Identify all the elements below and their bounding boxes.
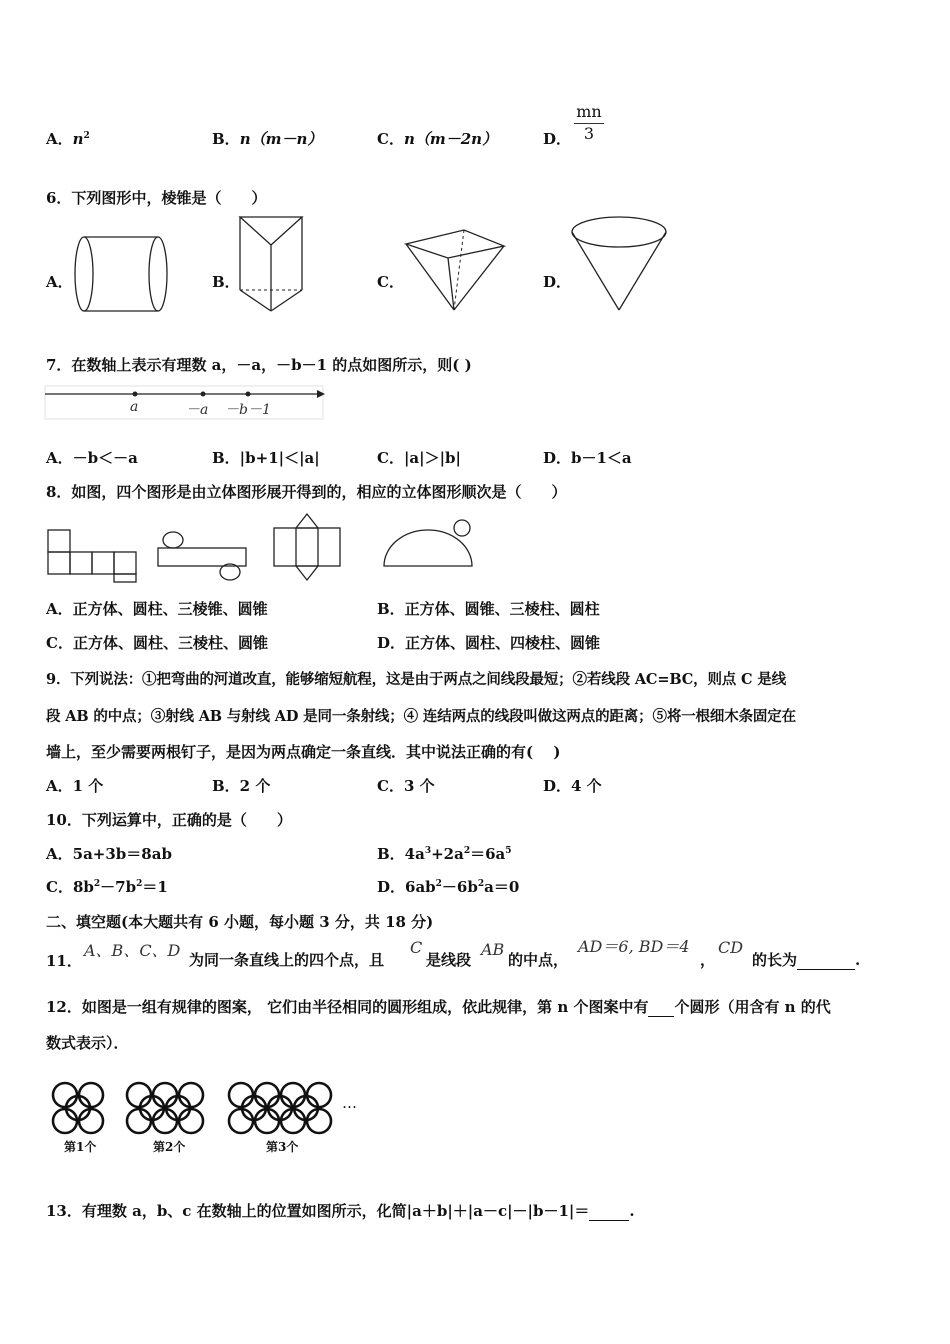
point-neg-b-minus-1 [246, 392, 251, 397]
q5-option-c: C．n（m－2n） [377, 130, 498, 148]
q6-option-d: D． [543, 273, 572, 291]
q7-option-a: A．－b＜－a [46, 449, 138, 467]
q8-option-a: A．正方体、圆柱、三棱锥、圆锥 [46, 600, 268, 618]
q11-cd: CD [718, 938, 744, 957]
fraction-denominator: 3 [583, 124, 595, 143]
q11-c: C [410, 938, 423, 957]
q11-text-1: 为同一条直线上的四个点，且 [189, 951, 385, 969]
q11-text-3: 的中点， [508, 951, 569, 969]
pattern-ellipsis: … [342, 1094, 357, 1112]
axis-label-neg-b-minus-1: －b－1 [225, 402, 271, 418]
q7-option-d: D．b－1＜a [543, 449, 632, 467]
point-neg-a [201, 392, 206, 397]
point-a [133, 392, 138, 397]
q5-option-a: A．$n^2$ [46, 130, 90, 148]
cylinder-net-figure [155, 530, 249, 582]
cone-net-figure [382, 518, 478, 570]
q6-option-b: B． [212, 273, 240, 291]
q5-option-d-fraction [572, 102, 606, 143]
cone-figure [570, 215, 670, 313]
cylinder-figure [72, 235, 172, 315]
q11-ab: AB [481, 940, 505, 959]
q6-option-a: A． [46, 273, 73, 291]
q13-stem: 13．有理数 a，b、c 在数轴上的位置如图所示，化简|a＋b|＋|a－c|－|b－1|＝ . [46, 1202, 635, 1220]
pattern-3-figure [228, 1082, 340, 1134]
q13-answer-blank [589, 1202, 629, 1221]
pattern-2-caption: 第2个 [153, 1140, 186, 1154]
axis-label-neg-a: －a [186, 402, 209, 418]
q8-option-c: C．正方体、圆柱、三棱柱、圆锥 [46, 634, 268, 652]
q11-number: 11． [46, 952, 82, 970]
q9-option-c: C．3 个 [377, 777, 435, 795]
pattern-1-caption: 第1个 [64, 1140, 97, 1154]
q6-option-c: C． [377, 273, 404, 291]
q12-line-1: 12．如图是一组有规律的图案， 它们由半径相同的圆形组成，依此规律，第 n 个图案中有 个圆形（用含有 n 的代 [46, 998, 831, 1016]
q7-option-c: C．|a|＞|b| [377, 449, 461, 467]
q7-stem: 7．在数轴上表示有理数 a，－a，－b－1 的点如图所示，则( ) [46, 356, 472, 374]
cube-net-figure [46, 528, 140, 584]
triangular-prism-figure [236, 215, 308, 315]
q11-answer-blank [797, 951, 855, 970]
q10-option-c: C．$8b^2-7b^2=1$ [46, 878, 168, 896]
q9-option-b: B．2 个 [212, 777, 271, 795]
q8-option-d: D．正方体、圆柱、四棱柱、圆锥 [377, 634, 601, 652]
prism-net-figure [270, 512, 344, 582]
q11-condition: AD＝6, BD＝4 [578, 937, 690, 956]
q8-stem: 8．如图，四个图形是由立体图形展开得到的，相应的立体图形顺次是（ ） [46, 483, 567, 501]
q10-option-a: A．5a+3b＝8ab [46, 845, 172, 863]
q8-option-b: B．正方体、圆锥、三棱柱、圆柱 [377, 600, 600, 618]
q11-comma: ， [700, 951, 716, 969]
q11-text-4: 的长为 . [752, 951, 861, 969]
q9-option-d: D．4 个 [543, 777, 602, 795]
pattern-3-caption: 第3个 [266, 1140, 299, 1154]
q9-line-3: 墙上，至少需要两根钉子，是因为两点确定一条直线．其中说法正确的有( ) [46, 743, 561, 761]
q5-option-d-label: D． [543, 130, 572, 148]
q12-line-2: 数式表示）． [46, 1034, 129, 1052]
q11-points: A、B、C、D [84, 941, 181, 960]
q7-option-b: B．|b+1|＜|a| [212, 449, 320, 467]
fraction-numerator: mn [576, 102, 602, 121]
q10-option-b: B．$4a^3+2a^2=6a^5$ [377, 845, 512, 863]
q9-line-2: 段 AB 的中点；③射线 AB 与射线 AD 是同一条射线；④ 连结两点的线段叫做这两点的距离；⑤将一根细木条固定在 [46, 708, 796, 725]
pyramid-figure [404, 228, 508, 314]
q10-stem: 10．下列运算中，正确的是（ ） [46, 811, 292, 829]
q12-answer-blank [648, 998, 674, 1017]
pattern-1-figure [52, 1082, 112, 1134]
q5-option-b: B．n（m－n） [212, 130, 323, 148]
q6-stem: 6．下列图形中，棱锥是（ ） [46, 189, 267, 207]
axis-label-a: a [130, 399, 139, 415]
section-2-heading: 二、填空题(本大题共有 6 小题，每小题 3 分，共 18 分) [46, 913, 434, 931]
number-line-figure [45, 386, 325, 422]
q9-line-1: 9．下列说法：①把弯曲的河道改直，能够缩短航程，这是由于两点之间线段最短；②若线段 AC=BC，则点 C 是线 [46, 671, 787, 688]
pattern-2-figure [126, 1082, 212, 1134]
q11-text-2: 是线段 [426, 951, 472, 969]
q10-option-d: D．$6ab^2-6b^2a=0$ [377, 878, 520, 896]
q9-option-a: A．1 个 [46, 777, 104, 795]
